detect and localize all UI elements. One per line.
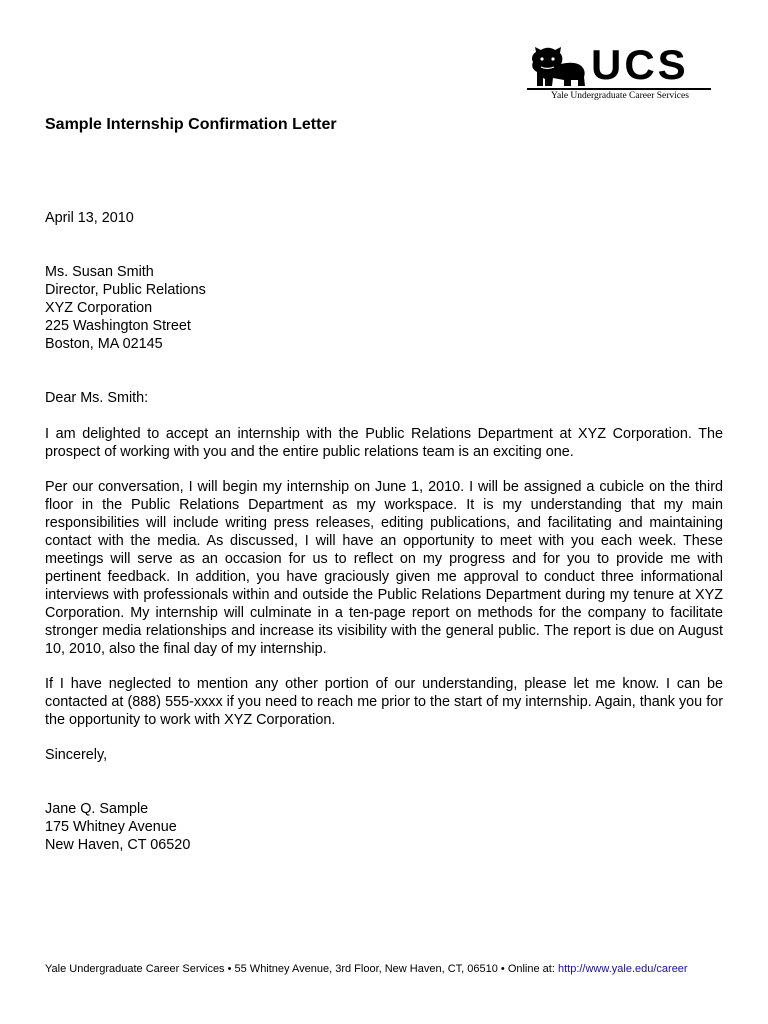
ucs-logo (527, 42, 711, 102)
sender-street: 175 Whitney Avenue (45, 819, 177, 835)
sender-name: Jane Q. Sample (45, 801, 149, 817)
letter-date: April 13, 2010 (45, 210, 134, 226)
recipient-city: Boston, MA 02145 (45, 336, 163, 352)
page-footer (45, 962, 725, 976)
ucs-wordmark: UCS (591, 41, 689, 88)
paragraph-3: If I have neglected to mention any other portion of our understanding, please let me know. I can be contacted at (888) 555-xxxx if you need to reach me prior to the start of my internship. Again, thank you for the opportunity to work with XYZ Corporation. (45, 676, 723, 728)
recipient-street: 225 Washington Street (45, 318, 191, 334)
logo-tagline: Yale Undergraduate Career Services (551, 91, 689, 101)
closing: Sincerely, (45, 747, 108, 763)
paragraph-2: Per our conversation, I will begin my internship on June 1, 2010. I will be assigned a cubicle on the third floor in the Public Relations Department as my workspace. It is my understanding that my main responsibilities will include writing press releases, editing publications, and facilitating and maintaining contact with the media. As discussed, I will have an opportunity to meet with you each week. These meetings will serve as an occasion for us to reflect on my progress and for you to provide me with pertinent feedback. In addition, you have graciously given me approval to conduct three informational interviews with professionals within and outside the Public Relations Department during my tenure at XYZ Corporation. My internship will culminate in a ten-page report on methods for the company to facilitate stronger media relationships and increase its visibility with the general public. The report is due on August 10, 2010, also the final day of my internship. (45, 479, 723, 657)
bulldog-icon (527, 42, 589, 88)
recipient-company: XYZ Corporation (45, 300, 153, 316)
recipient-address (45, 263, 723, 353)
sender-address (45, 800, 723, 854)
recipient-position: Director, Public Relations (45, 282, 206, 298)
footer-link[interactable]: http://www.yale.edu/career (557, 963, 688, 975)
letter-title: Sample Internship Confirmation Letter (45, 116, 337, 133)
footer-text: Yale Undergraduate Career Services • 55 Whitney Avenue, 3rd Floor, New Haven, CT, 06510 • Online at: (45, 963, 558, 975)
paragraph-1: I am delighted to accept an internship with the Public Relations Department at XYZ Corporation. The prospect of working with you and the entire public relations team is an exciting one. (45, 426, 723, 460)
recipient-name: Ms. Susan Smith (45, 264, 154, 280)
sender-city: New Haven, CT 06520 (45, 837, 191, 853)
salutation: Dear Ms. Smith: (45, 390, 149, 406)
